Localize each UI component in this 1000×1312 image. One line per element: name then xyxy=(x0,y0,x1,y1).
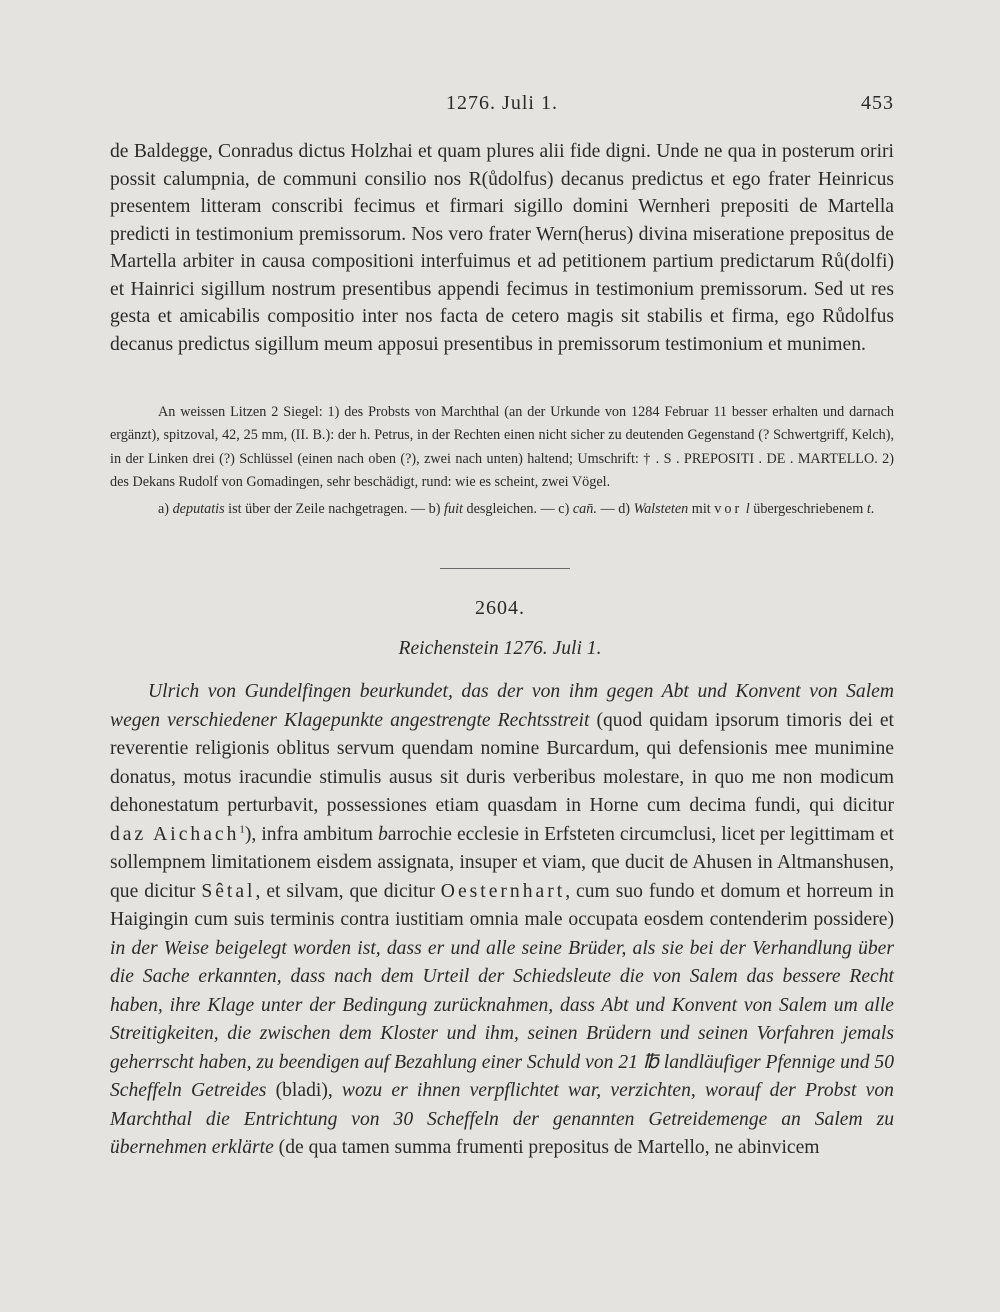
running-title: 1276. Juli 1. xyxy=(446,92,558,114)
place-name-aichach: daz Aichach xyxy=(110,823,240,845)
dateline: Reichenstein 1276. Juli 1. xyxy=(398,638,602,659)
running-head xyxy=(110,92,894,122)
page-number: 453 xyxy=(861,92,894,114)
regest-summary: Ulrich von Gundelfingen beurkundet, das der von ihm gegen Abt und Konvent von Salem wegen verschiedener Klagepunkte angestrengte Rechtsstreit xyxy=(110,681,894,731)
seal-description: An weissen Litzen 2 Siegel: 1) des Probsts von Marchthal (an der Urkunde von 1284 Februar 11 besser erhalten und darnach ergänzt), spitzoval, 42, 25 mm, (II. B.): der h. Petrus, in der Rechten einen nicht sicher zu deutenden Gegenstand (? Schwertgriff, Kelch), in der Linken drei (?) Schlüssel (einen nach oben (?), zwei nach unten) haltend; Umschrift: † . S . PREPOSITI . DE . MARTELLO. 2) des Dekans Rudolf von Gomadingen, sehr beschädigt, rund: wie es scheint, zwei Vögel. xyxy=(110,404,894,490)
regest-summary-continued: in der Weise beigelegt worden ist, dass er und alle seine Brüder, als sie bei der Verhandlung über die Sache erkannten, dass nach dem Urteil der Schiedsleute die von Salem das bessere Recht haben, ihre Klage unter der Bedingung zurücknahmen, dass Abt und Konvent von Salem um alle Streitigkeiten, die zwischen dem Kloster und ihm, seinen Brüdern und seinen Vorfahren jemals geherrscht haben, zu beendigen auf Bezahlung einer Schuld von 21 ℔ landläufiger Pfennige und 50 Scheffeln Getreides xyxy=(110,937,894,1101)
place-name-oesternhart: Oesternhart xyxy=(440,880,566,902)
section-divider xyxy=(440,568,570,569)
document-number: 2604. xyxy=(475,597,525,619)
notes xyxy=(110,401,894,521)
footnote-marker: 1 xyxy=(239,822,245,835)
variant-notes: a) deputatis ist über der Zeile nachgetragen. — b) fuit desgleichen. — c) can̄. — d) Walsteten mit vor l übergeschriebenem t. xyxy=(158,501,875,518)
document-body: Ulrich von Gundelfingen beurkundet, das der von ihm gegen Abt und Konvent von Salem wegen verschiedener Klagepunkte angestrengte Rechtsstreit (quod quidam ipsorum timoris dei et reverentie religionis oblitus servum quendam nomine Burcardum, qui defensionis mee munimine donatus, motus iracundie stimulis ausus sit duris verberibus molestare, in quo me non modicum dehonestatum perturbavit, possessiones etiam quasdam in Horne cum decima fundi, qui dicitur daz Aichach$^1$), infra ambitum barrochie ecclesie in Erfsteten circumclusi, licet per legittimam et sollempnem limitationem eisdem assignata, insuper et viam, que ducit de Ahusen in Altmanshusen, que dicitur Sêtal, et silvam, que dicitur Oesternhart, cum suo fundo et domum et horreum in Haigingin cum suis terminis contra iustitiam omnia male occupata eosdem contenderim possidere) in der Weise beigelegt worden ist, dass er und alle seine Brüder, als sie bei der Verhandlung über die Sache erkannten, dass nach dem Urteil der Schiedsleute die von Salem das bessere Recht haben, ihre Klage unter der Bedingung zurücknahmen, dass Abt und Konvent von Salem um alle Streitigkeiten, die zwischen dem Kloster und ihm, seinen Brüdern und seinen Vorfahren jemals geherrscht haben, zu beendigen auf Bezahlung einer Schuld von 21 ℔ landläufiger Pfennige und 50 Scheffeln Getreides (bladi), wozu er ihnen verpflichtet war, verzichten, worauf der Probst von Marchthal die Entrichtung von 30 Scheffeln der genannten Getreidemenge an Salem zu übernehmen erklärte (de qua tamen summa frumenti prepositus de Martello, ne abinvicem xyxy=(110,681,895,1158)
top-paragraph: de Baldegge, Conradus dictus Holzhai et quam plures alii fide digni. Unde ne qua in posterum oriri possit calumpnia, de communi consilio nos R(ůdolfus) decanus predictus et ego frater Heinricus presentem litteram conscribi fecimus et firmari sigillo domini Wernheri prepositi de Martella predicti in testimonium premissorum. Nos vero frater Wern(herus) divina miseratione prepositus de Martella arbiter in causa compositioni interfuimus et ad petitionem partium predictarum Rů(dolfi) et Hainrici sigillum nostrum presentibus appendi fecimus in testimonium premissorum. Sed ut res gesta et amicabilis compositio inter nos facta de cetero magis sit stabilis et firma, ego Růdolfus decanus predictus sigillum meum apposui presentibus in premissorum testimonium et munimen. xyxy=(110,141,894,355)
place-name-setal: Sêtal xyxy=(201,880,256,902)
